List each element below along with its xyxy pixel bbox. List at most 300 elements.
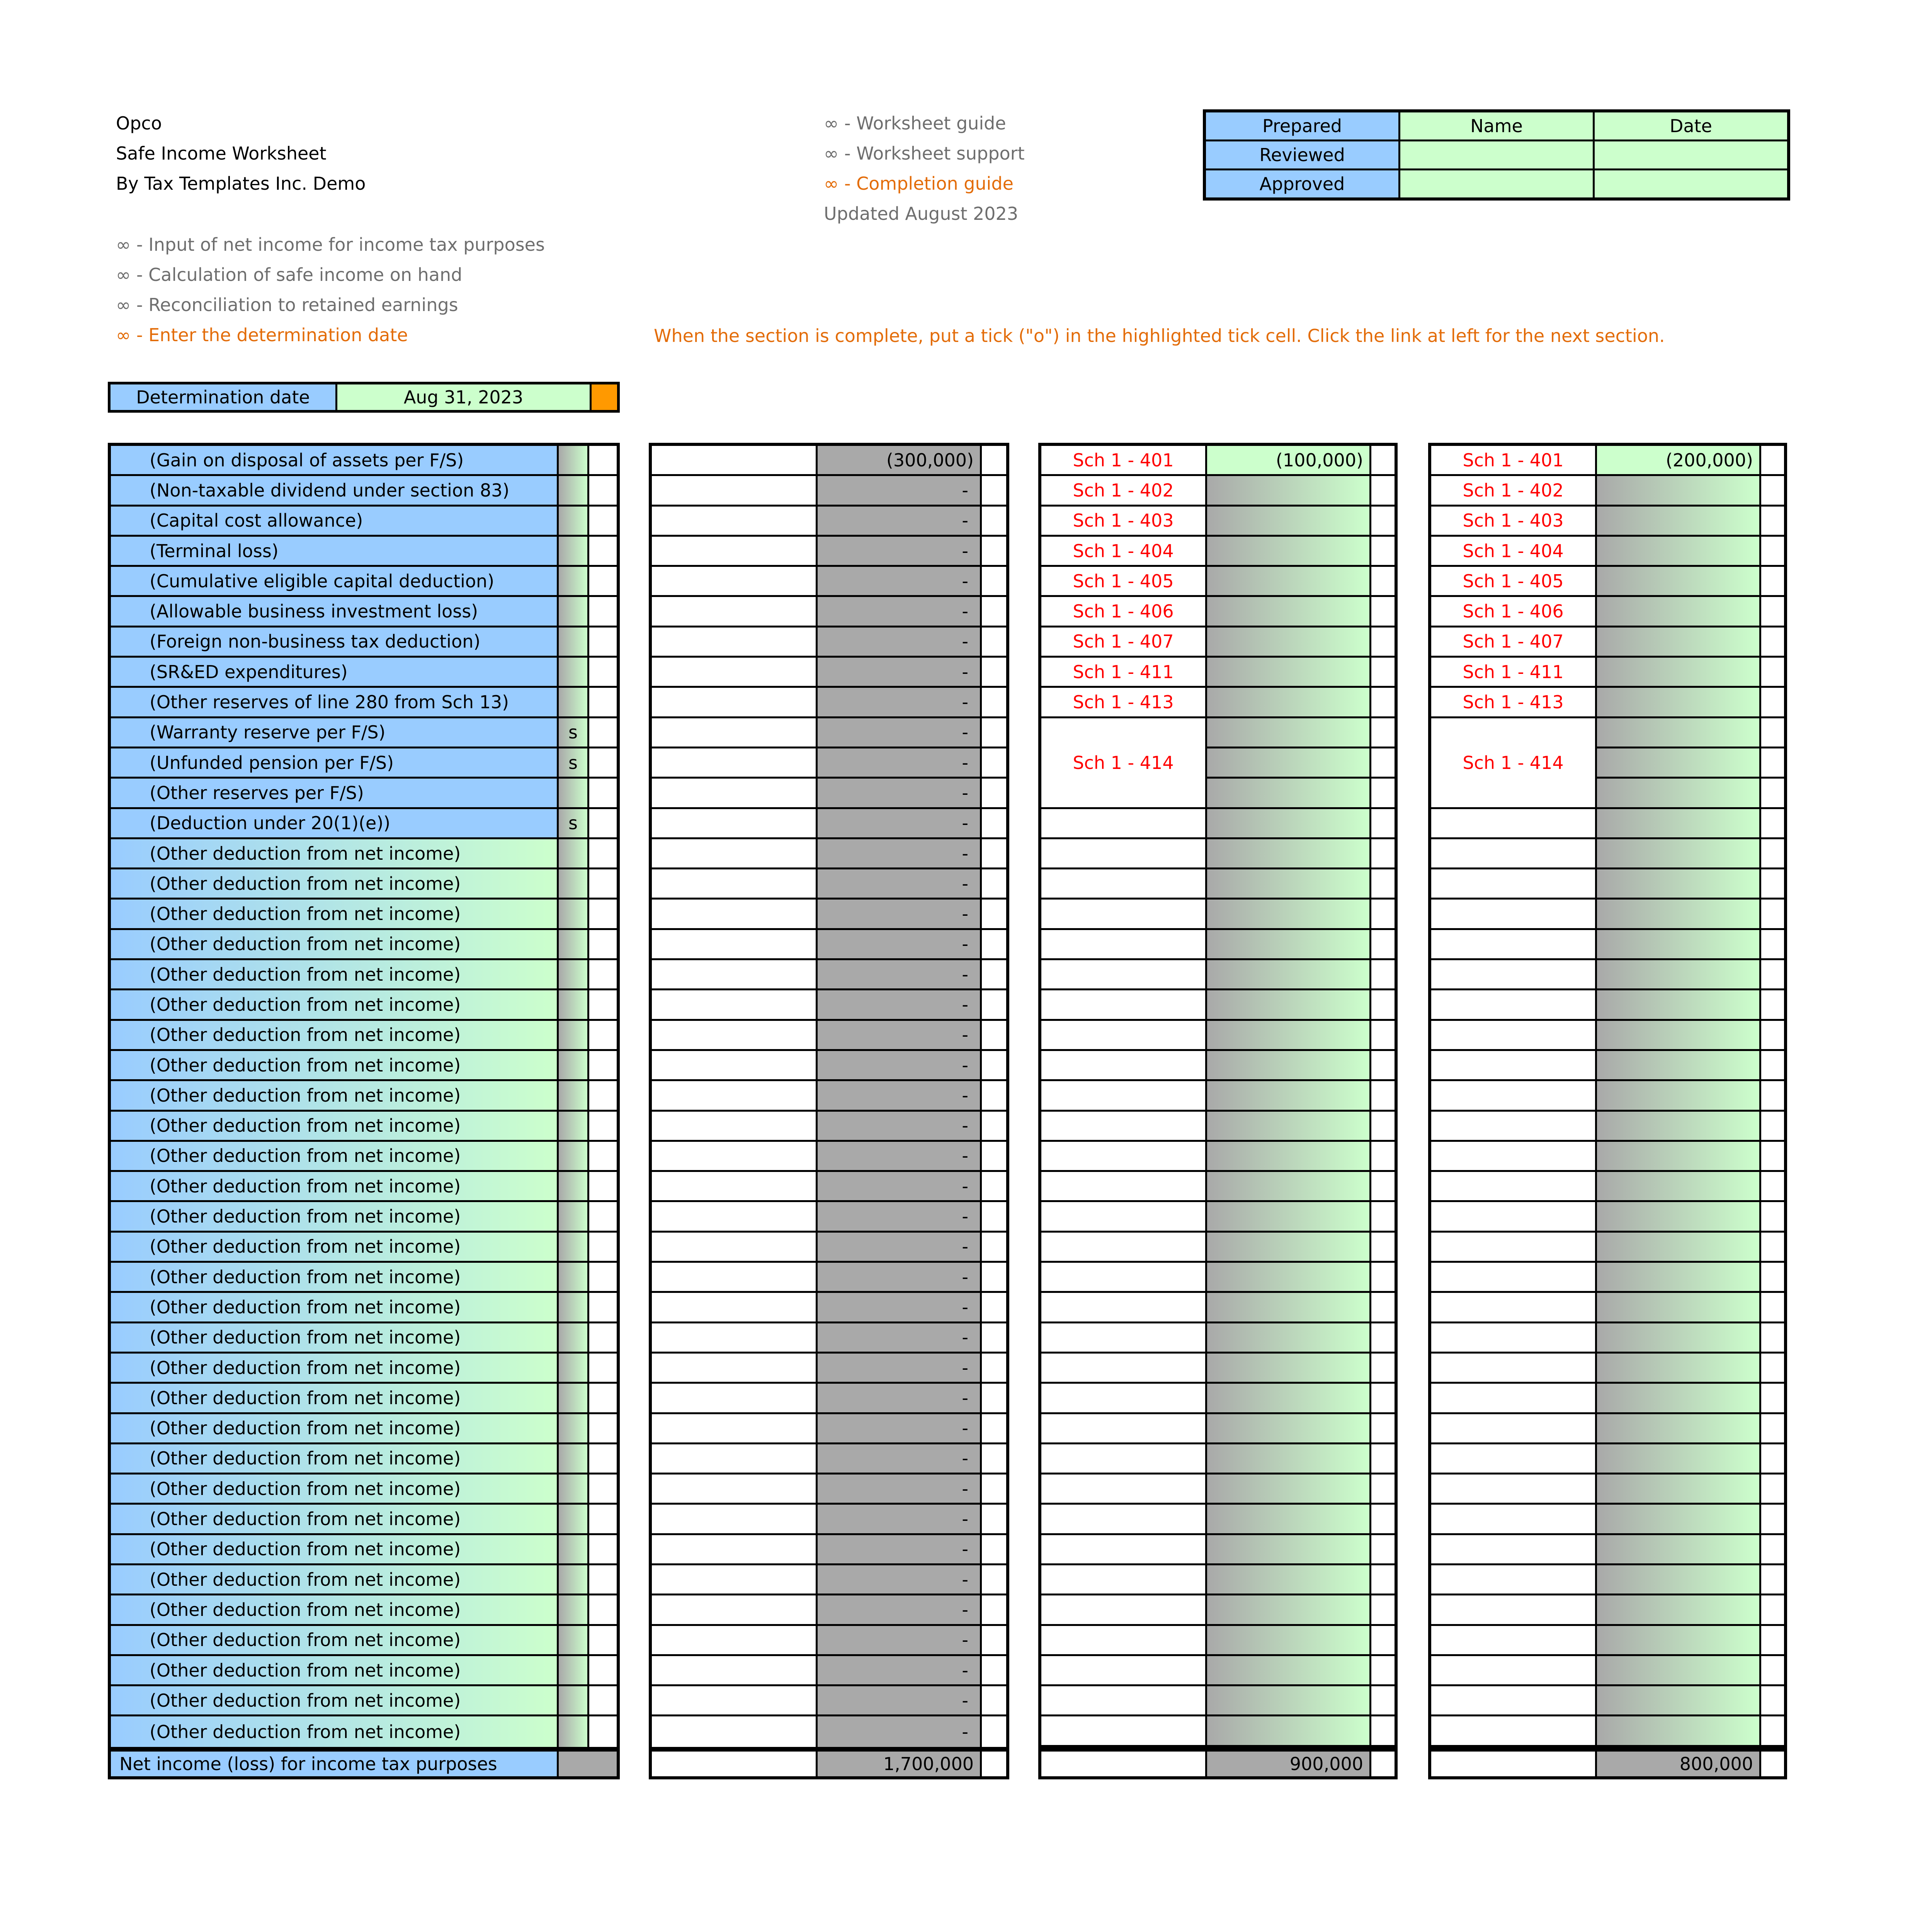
schedule-a-value-input[interactable] <box>1207 748 1371 777</box>
total-row-value: - <box>818 900 982 928</box>
schedule-b-value-input[interactable] <box>1597 1444 1761 1473</box>
determination-tick-cell[interactable] <box>592 384 617 410</box>
schedule-b-sum-end <box>1761 1752 1784 1776</box>
schedule-b-value-input[interactable] <box>1597 1535 1761 1563</box>
schedule-b-value-input[interactable] <box>1597 930 1761 958</box>
deduction-label: (Gain on disposal of assets per F/S) <box>111 446 559 474</box>
schedule-b-ref <box>1431 1686 1597 1714</box>
schedule-b-row-end <box>1761 1172 1784 1200</box>
deduction-row <box>111 1202 617 1232</box>
total-row <box>652 1081 1006 1111</box>
deduction-flag[interactable] <box>559 476 589 504</box>
deduction-flag[interactable] <box>559 1595 589 1624</box>
schedule-a-table <box>1038 443 1398 1750</box>
deduction-label[interactable]: (Other deduction from net income) <box>111 1202 559 1230</box>
schedule-a-value-input[interactable] <box>1207 1444 1371 1473</box>
schedule-a-row-end <box>1371 1475 1395 1503</box>
total-row <box>652 1051 1006 1081</box>
deduction-label[interactable]: (Other deduction from net income) <box>111 900 559 928</box>
total-row <box>652 1202 1006 1232</box>
total-row <box>652 1142 1006 1172</box>
deduction-label: (Capital cost allowance) <box>111 507 559 535</box>
schedule-a-value-input[interactable] <box>1207 1142 1371 1170</box>
schedule-a-value-input[interactable] <box>1207 537 1371 565</box>
deduction-flag[interactable] <box>559 779 589 807</box>
total-row <box>652 1595 1006 1626</box>
deduction-label[interactable]: (Other deduction from net income) <box>111 1263 559 1291</box>
schedule-a-value-input[interactable] <box>1207 1172 1371 1200</box>
total-row-end <box>982 1354 1006 1382</box>
schedule-a-value-input[interactable] <box>1207 809 1371 837</box>
schedule-b-ref <box>1431 1081 1597 1109</box>
deduction-row <box>111 1263 617 1293</box>
total-row-end <box>982 1414 1006 1442</box>
total-row-end <box>982 779 1006 807</box>
schedule-b-value-input[interactable] <box>1597 1172 1761 1200</box>
deduction-label[interactable]: (Other deduction from net income) <box>111 1081 559 1109</box>
determination-date-input[interactable]: Aug 31, 2023 <box>337 384 592 410</box>
schedule-a-row-end <box>1371 1444 1395 1473</box>
net-income-total-label: Net income (loss) for income tax purposes <box>111 1752 559 1776</box>
schedule-a-value-input[interactable] <box>1207 628 1371 656</box>
schedule-b-value-input[interactable] <box>1597 628 1761 656</box>
schedule-a-value-input[interactable] <box>1207 960 1371 988</box>
schedule-b-value-input[interactable] <box>1597 1475 1761 1503</box>
schedule-a-value-input[interactable] <box>1207 869 1371 898</box>
schedule-a-value-input[interactable] <box>1207 1686 1371 1714</box>
schedule-b-ref <box>1431 1595 1597 1624</box>
schedule-a-value-input[interactable] <box>1207 1263 1371 1291</box>
deduction-row <box>111 930 617 960</box>
schedule-a-value-input[interactable] <box>1207 1233 1371 1261</box>
signoff-reviewed-date-input[interactable] <box>1594 141 1789 170</box>
deduction-flag[interactable] <box>559 1112 589 1140</box>
schedule-b-value-input[interactable] <box>1597 1414 1761 1442</box>
total-row-value: - <box>818 779 982 807</box>
deduction-flag[interactable] <box>559 1051 589 1079</box>
total-column-sum-value: 1,700,000 <box>818 1752 982 1776</box>
schedule-b-value-input[interactable] <box>1597 990 1761 1019</box>
schedule-b-row-end <box>1761 1293 1784 1321</box>
schedule-a-ref <box>1041 1021 1207 1049</box>
schedule-b-value-input[interactable] <box>1597 1565 1761 1594</box>
deduction-flag[interactable] <box>559 869 589 898</box>
schedule-b-value-input[interactable] <box>1597 1505 1761 1533</box>
schedule-b-value-input[interactable] <box>1597 839 1761 867</box>
schedule-b-value-input[interactable] <box>1597 748 1761 777</box>
schedule-a-value-input[interactable] <box>1207 658 1371 686</box>
deduction-row <box>111 900 617 930</box>
link-completion-guide[interactable]: ∞ - Completion guide <box>824 173 1014 194</box>
schedule-a-value-input[interactable] <box>1207 1021 1371 1049</box>
total-row-end <box>982 688 1006 716</box>
schedule-a-value-input[interactable] <box>1207 1323 1371 1352</box>
schedule-b-ref <box>1431 1323 1597 1352</box>
total-row-end <box>982 1565 1006 1594</box>
schedule-b-value-input[interactable] <box>1597 1293 1761 1321</box>
deduction-flag[interactable]: s <box>559 809 589 837</box>
deduction-flag[interactable] <box>559 567 589 595</box>
deduction-label[interactable]: (Other deduction from net income) <box>111 1414 559 1442</box>
deduction-flag[interactable] <box>559 1505 589 1533</box>
schedule-a-row-end <box>1371 1323 1395 1352</box>
total-row-end <box>982 537 1006 565</box>
total-row-end <box>982 900 1006 928</box>
deduction-row-end <box>589 1656 617 1684</box>
deduction-label[interactable]: (Other deduction from net income) <box>111 1051 559 1079</box>
total-column-table <box>649 443 1009 1750</box>
schedule-a-value-input[interactable]: (100,000) <box>1207 446 1371 474</box>
schedule-a-row-end <box>1371 446 1395 474</box>
deduction-label[interactable]: (Other deduction from net income) <box>111 990 559 1019</box>
deduction-row <box>111 718 617 748</box>
total-row-blank <box>652 1354 818 1382</box>
schedule-a-value-input[interactable] <box>1207 507 1371 535</box>
schedule-b-ref <box>1431 990 1597 1019</box>
deduction-flag[interactable] <box>559 1414 589 1442</box>
schedule-b-value-input[interactable] <box>1597 1626 1761 1654</box>
schedule-b-value-input[interactable] <box>1597 960 1761 988</box>
deduction-label[interactable]: (Other deduction from net income) <box>111 839 559 867</box>
deduction-row-end <box>589 779 617 807</box>
deduction-label[interactable]: (Other deduction from net income) <box>111 960 559 988</box>
schedule-b-value-input[interactable] <box>1597 779 1761 807</box>
link-worksheet-support[interactable]: ∞ - Worksheet support <box>824 143 1025 164</box>
deduction-label[interactable]: (Other deduction from net income) <box>111 930 559 958</box>
schedule-b-row <box>1431 1414 1784 1444</box>
link-calculation-safe-income[interactable]: ∞ - Calculation of safe income on hand <box>116 264 463 285</box>
schedule-a-value-input[interactable] <box>1207 1202 1371 1230</box>
schedule-a-value-input[interactable] <box>1207 1354 1371 1382</box>
deduction-label[interactable]: (Other deduction from net income) <box>111 1323 559 1352</box>
schedule-a-value-input[interactable] <box>1207 1716 1371 1745</box>
total-row-end <box>982 507 1006 535</box>
schedule-b-value-input[interactable] <box>1597 1081 1761 1109</box>
deduction-label[interactable]: (Other deduction from net income) <box>111 1716 559 1747</box>
deduction-row <box>111 1293 617 1323</box>
schedule-a-ref <box>1041 1081 1207 1109</box>
schedule-a-row <box>1041 900 1395 930</box>
deduction-flag[interactable] <box>559 688 589 716</box>
deduction-label[interactable]: (Other deduction from net income) <box>111 1595 559 1624</box>
deduction-flag[interactable]: s <box>559 718 589 747</box>
schedule-b-row-end <box>1761 1384 1784 1412</box>
total-row <box>652 930 1006 960</box>
deduction-label[interactable]: (Other deduction from net income) <box>111 1686 559 1714</box>
schedule-a-value-input[interactable] <box>1207 1051 1371 1079</box>
deduction-flag[interactable] <box>559 628 589 656</box>
total-row-end <box>982 1535 1006 1563</box>
total-row <box>652 809 1006 839</box>
schedule-a-value-input[interactable] <box>1207 1595 1371 1624</box>
deduction-flag[interactable] <box>559 1263 589 1291</box>
deduction-flag[interactable] <box>559 1565 589 1594</box>
schedule-a-value-input[interactable] <box>1207 1656 1371 1684</box>
total-row-blank <box>652 1172 818 1200</box>
schedule-a-value-input[interactable] <box>1207 1535 1371 1563</box>
schedule-b-value-input[interactable] <box>1597 900 1761 928</box>
total-row-blank <box>652 537 818 565</box>
deduction-label[interactable]: (Other deduction from net income) <box>111 1142 559 1170</box>
schedule-a-value-input[interactable] <box>1207 476 1371 504</box>
deduction-row <box>111 446 617 476</box>
schedule-b-value-input[interactable] <box>1597 597 1761 625</box>
schedule-b-row-end <box>1761 990 1784 1019</box>
deduction-row-end <box>589 658 617 686</box>
schedule-b-value-input[interactable] <box>1597 1202 1761 1230</box>
schedule-a-row <box>1041 990 1395 1020</box>
schedule-b-value-input[interactable] <box>1597 1233 1761 1261</box>
deduction-row <box>111 1565 617 1595</box>
schedule-a-row-end <box>1371 1293 1395 1321</box>
schedule-b-ref <box>1431 1475 1597 1503</box>
schedule-b-row-end <box>1761 1263 1784 1291</box>
deduction-row-end <box>589 1202 617 1230</box>
link-reconciliation-retained-earnings[interactable]: ∞ - Reconciliation to retained earnings <box>116 294 458 315</box>
schedule-b-row-end <box>1761 507 1784 535</box>
deduction-flag[interactable] <box>559 1626 589 1654</box>
deduction-flag[interactable] <box>559 1444 589 1473</box>
schedule-a-row <box>1041 1172 1395 1202</box>
total-row-value: - <box>818 1354 982 1382</box>
deduction-flag[interactable] <box>559 1233 589 1261</box>
deduction-flag[interactable] <box>559 1716 589 1747</box>
deduction-flag[interactable] <box>559 658 589 686</box>
deduction-row-end <box>589 900 617 928</box>
schedule-b-value-input[interactable] <box>1597 1354 1761 1382</box>
total-row-blank <box>652 1505 818 1533</box>
deduction-flag[interactable]: s <box>559 748 589 777</box>
total-row-end <box>982 1716 1006 1747</box>
schedule-b-sum-row <box>1428 1748 1787 1779</box>
deduction-flag[interactable] <box>559 597 589 625</box>
deduction-label[interactable]: (Other deduction from net income) <box>111 1565 559 1594</box>
schedule-b-ref <box>1431 1293 1597 1321</box>
deduction-row-end <box>589 507 617 535</box>
schedule-b-value-input[interactable] <box>1597 1323 1761 1352</box>
schedule-a-value-input[interactable] <box>1207 990 1371 1019</box>
total-row <box>652 567 1006 597</box>
deduction-flag[interactable] <box>559 537 589 565</box>
schedule-a-value-input[interactable] <box>1207 1565 1371 1594</box>
schedule-b-value-input[interactable] <box>1597 567 1761 595</box>
total-row <box>652 900 1006 930</box>
schedule-a-value-input[interactable] <box>1207 1475 1371 1503</box>
schedule-b-value-input[interactable] <box>1597 1716 1761 1745</box>
schedule-b-row <box>1431 1716 1784 1747</box>
schedule-b-value-input[interactable] <box>1597 1112 1761 1140</box>
deduction-flag[interactable] <box>559 1656 589 1684</box>
schedule-b-value-input[interactable] <box>1597 476 1761 504</box>
deduction-row-end <box>589 1505 617 1533</box>
deduction-label[interactable]: (Other deduction from net income) <box>111 869 559 898</box>
deduction-flag[interactable] <box>559 1354 589 1382</box>
schedule-a-row <box>1041 1656 1395 1686</box>
schedule-b-value-input[interactable] <box>1597 809 1761 837</box>
total-row-end <box>982 658 1006 686</box>
schedule-a-row-end <box>1371 1716 1395 1745</box>
deduction-label[interactable]: (Other deduction from net income) <box>111 1112 559 1140</box>
deduction-row-end <box>589 839 617 867</box>
deduction-flag[interactable] <box>559 446 589 474</box>
link-enter-determination-date[interactable]: ∞ - Enter the determination date <box>116 325 408 345</box>
schedule-b-row <box>1431 688 1784 718</box>
schedule-a-row-end <box>1371 1505 1395 1533</box>
signoff-approved-date-input[interactable] <box>1594 170 1789 199</box>
schedule-b-value-input[interactable] <box>1597 1142 1761 1170</box>
schedule-a-value-input[interactable] <box>1207 900 1371 928</box>
deduction-flag[interactable] <box>559 1535 589 1563</box>
deduction-label[interactable]: (Other deduction from net income) <box>111 1293 559 1321</box>
schedule-b-value-input[interactable] <box>1597 1384 1761 1412</box>
total-column-sum-end <box>982 1752 1006 1776</box>
schedule-a-value-input[interactable] <box>1207 1505 1371 1533</box>
schedule-b-ref <box>1431 1565 1597 1594</box>
deduction-row-end <box>589 869 617 898</box>
schedule-b-row-end <box>1761 1081 1784 1109</box>
schedule-b-value-input[interactable] <box>1597 658 1761 686</box>
schedule-a-ref: Sch 1 - 411 <box>1041 658 1207 686</box>
deduction-row <box>111 658 617 688</box>
deduction-flag[interactable] <box>559 900 589 928</box>
schedule-a-value-input[interactable] <box>1207 1081 1371 1109</box>
schedule-b-sum-blank <box>1431 1752 1597 1776</box>
deduction-flag[interactable] <box>559 1323 589 1352</box>
schedule-a-row <box>1041 869 1395 900</box>
total-row-value: - <box>818 1505 982 1533</box>
schedule-b-row <box>1431 1384 1784 1414</box>
total-row-value: - <box>818 718 982 747</box>
deduction-row-end <box>589 1565 617 1594</box>
total-row-end <box>982 869 1006 898</box>
deduction-flag[interactable] <box>559 1293 589 1321</box>
deduction-label[interactable]: (Other deduction from net income) <box>111 1656 559 1684</box>
schedule-b-ref <box>1431 930 1597 958</box>
schedule-a-value-input[interactable] <box>1207 718 1371 747</box>
signoff-reviewed-name-input[interactable] <box>1400 141 1594 170</box>
schedule-a-value-input[interactable] <box>1207 567 1371 595</box>
deduction-flag[interactable] <box>559 1021 589 1049</box>
schedule-a-value-input[interactable] <box>1207 1112 1371 1140</box>
schedule-a-row <box>1041 1535 1395 1565</box>
schedule-b-value-input[interactable] <box>1597 869 1761 898</box>
schedule-a-value-input[interactable] <box>1207 1626 1371 1654</box>
schedule-b-row-end <box>1761 567 1784 595</box>
schedule-a-ref <box>1041 1595 1207 1624</box>
schedule-a-value-input[interactable] <box>1207 779 1371 807</box>
schedule-b-row-end <box>1761 869 1784 898</box>
schedule-b-value-input[interactable] <box>1597 688 1761 716</box>
deduction-flag[interactable] <box>559 507 589 535</box>
schedule-a-ref <box>1041 1414 1207 1442</box>
schedule-b-value-input[interactable] <box>1597 507 1761 535</box>
schedule-b-value-input[interactable] <box>1597 718 1761 747</box>
schedule-a-ref: Sch 1 - 404 <box>1041 537 1207 565</box>
schedule-a-ref <box>1041 1323 1207 1352</box>
schedule-b-value-input[interactable] <box>1597 1263 1761 1291</box>
schedule-a-ref: Sch 1 - 407 <box>1041 628 1207 656</box>
deduction-flag[interactable] <box>559 1686 589 1714</box>
schedule-a-value-input[interactable] <box>1207 597 1371 625</box>
schedule-a-row <box>1041 1263 1395 1293</box>
deduction-label[interactable]: (Other deduction from net income) <box>111 1535 559 1563</box>
schedule-a-ref <box>1041 1626 1207 1654</box>
schedule-b-row <box>1431 476 1784 506</box>
total-row-blank <box>652 1535 818 1563</box>
deduction-label[interactable]: (Other deduction from net income) <box>111 1505 559 1533</box>
schedule-b-row <box>1431 1293 1784 1323</box>
schedule-a-row-end <box>1371 1202 1395 1230</box>
signoff-prepared-label: Prepared <box>1204 111 1400 141</box>
deduction-label[interactable]: (Other deduction from net income) <box>111 1021 559 1049</box>
schedule-b-value-input[interactable] <box>1597 1021 1761 1049</box>
total-row <box>652 1716 1006 1747</box>
schedule-b-value-input[interactable] <box>1597 1686 1761 1714</box>
total-row <box>652 839 1006 869</box>
link-input-net-income[interactable]: ∞ - Input of net income for income tax purposes <box>116 234 545 255</box>
deduction-flag[interactable] <box>559 990 589 1019</box>
schedule-a-value-input[interactable] <box>1207 1293 1371 1321</box>
deduction-label[interactable]: (Other deduction from net income) <box>111 1444 559 1473</box>
schedule-b-row-end <box>1761 446 1784 474</box>
deduction-row <box>111 1021 617 1051</box>
deduction-label[interactable]: (Other deduction from net income) <box>111 1172 559 1200</box>
schedule-b-value-input[interactable] <box>1597 1595 1761 1624</box>
link-worksheet-guide[interactable]: ∞ - Worksheet guide <box>824 113 1006 134</box>
deduction-flag[interactable] <box>559 960 589 988</box>
schedule-a-value-input[interactable] <box>1207 688 1371 716</box>
deduction-row-end <box>589 1323 617 1352</box>
schedule-a-merged-ref: Sch 1 - 414 <box>1041 718 1207 807</box>
deduction-label[interactable]: (Other deduction from net income) <box>111 1384 559 1412</box>
deduction-flag[interactable] <box>559 1475 589 1503</box>
deduction-label[interactable]: (Other deduction from net income) <box>111 1233 559 1261</box>
schedule-b-value-input[interactable] <box>1597 1051 1761 1079</box>
deduction-label[interactable]: (Other deduction from net income) <box>111 1475 559 1503</box>
schedule-b-value-input[interactable]: (200,000) <box>1597 446 1761 474</box>
deduction-flag[interactable] <box>559 839 589 867</box>
schedule-a-row <box>1041 1475 1395 1505</box>
deduction-flag[interactable] <box>559 1081 589 1109</box>
total-row <box>652 1112 1006 1142</box>
schedule-a-row <box>1041 809 1395 839</box>
deduction-label[interactable]: (Other deduction from net income) <box>111 1354 559 1382</box>
schedule-b-row-end <box>1761 1686 1784 1714</box>
deduction-row <box>111 869 617 900</box>
deduction-row-end <box>589 1172 617 1200</box>
total-row <box>652 507 1006 537</box>
deduction-flag[interactable] <box>559 1142 589 1170</box>
deduction-label[interactable]: (Other deduction from net income) <box>111 1626 559 1654</box>
signoff-approved-name-input[interactable] <box>1400 170 1594 199</box>
schedule-a-value-input[interactable] <box>1207 1384 1371 1412</box>
deduction-row-end <box>589 567 617 595</box>
schedule-a-value-input[interactable] <box>1207 930 1371 958</box>
schedule-b-value-input[interactable] <box>1597 537 1761 565</box>
schedule-b-table <box>1428 443 1787 1750</box>
deduction-flag[interactable] <box>559 930 589 958</box>
schedule-b-ref <box>1431 869 1597 898</box>
schedule-b-ref <box>1431 1021 1597 1049</box>
deduction-label: (Deduction under 20(1)(e)) <box>111 809 559 837</box>
schedule-a-value-input[interactable] <box>1207 1414 1371 1442</box>
deduction-flag[interactable] <box>559 1172 589 1200</box>
schedule-b-value-input[interactable] <box>1597 1656 1761 1684</box>
schedule-a-row <box>1041 537 1395 567</box>
deduction-flag[interactable] <box>559 1384 589 1412</box>
schedule-a-value-input[interactable] <box>1207 839 1371 867</box>
deduction-flag[interactable] <box>559 1202 589 1230</box>
